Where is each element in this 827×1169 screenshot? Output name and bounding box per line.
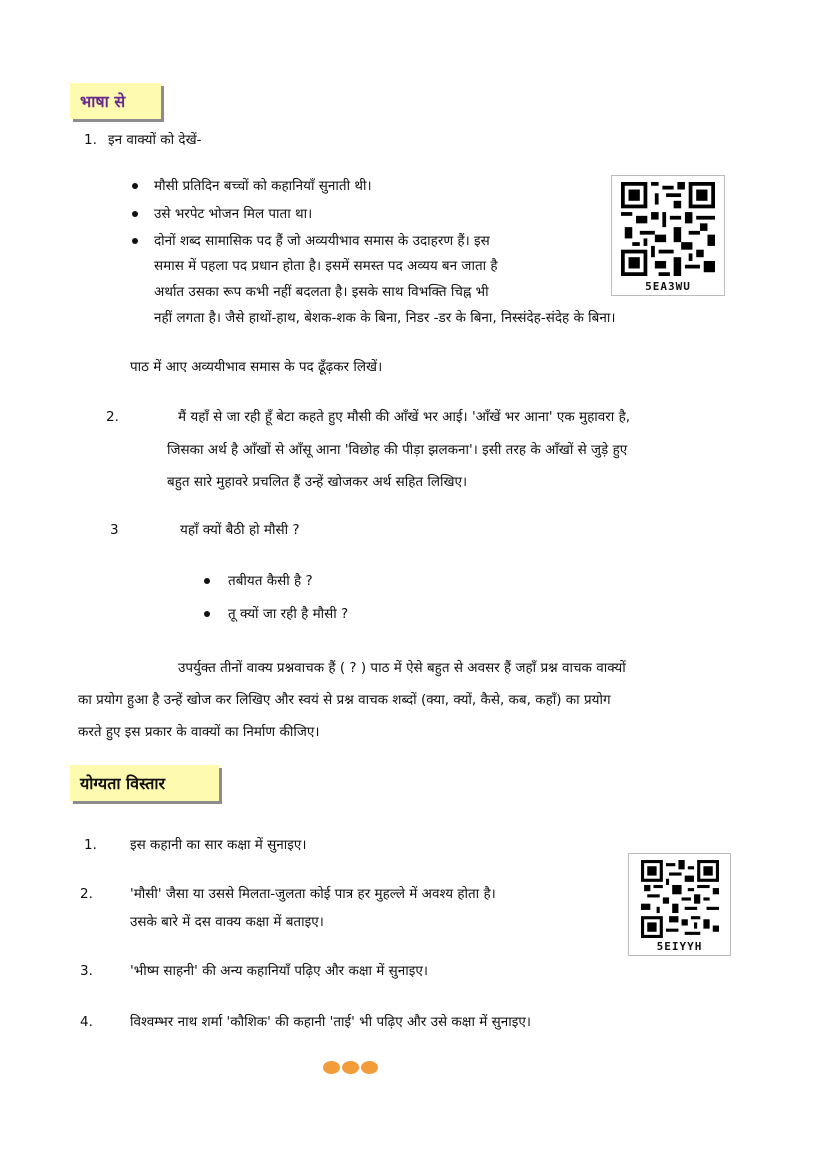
page-marker-dot bbox=[323, 1061, 340, 1074]
section-heading-yogyata bbox=[70, 765, 219, 801]
q2-line-3: बहुत सारे मुहावरे प्रचलित हैं उन्हें खोजकर अर्थ सहित लिखिए। bbox=[167, 474, 468, 490]
q1-bullet-3: दोनों शब्द सामासिक पद हैं जो अव्ययीभाव समास के उदाहरण हैं। इस bbox=[154, 233, 490, 249]
yogyata-item-1-text: इस कहानी का सार कक्षा में सुनाइए। bbox=[130, 837, 307, 853]
bullet-icon bbox=[132, 238, 138, 244]
qr-code-1[interactable] bbox=[611, 175, 725, 296]
q3-para-line-2: का प्रयोग हुआ है उन्हें खोज कर लिखिए और स्वयं से प्रश्न वाचक शब्दों (क्या, क्यों, कैसे, कब, कहाँ) का प्रयोग bbox=[78, 692, 611, 708]
bullet-icon bbox=[132, 183, 138, 189]
yogyata-item-3-text: 'भीष्म साहनी' की अन्य कहानियाँ पढ़िए और कक्षा में सुनाइए। bbox=[130, 963, 428, 979]
q1-number: 1. bbox=[84, 132, 97, 148]
q1-para-line-2: अर्थात उसका रूप कभी नहीं बदलता है। इसके साथ विभक्ति चिह्न भी bbox=[154, 284, 489, 300]
q1-para-line-1: समास में पहला पद प्रधान होता है। इसमें समस्त पद अव्यय बन जाता है bbox=[154, 258, 498, 274]
q1-instruction: पाठ में आए अव्ययीभाव समास के पद ढूँढ़कर लिखें। bbox=[130, 359, 383, 375]
page-marker-dot bbox=[342, 1061, 359, 1074]
qr-code-icon bbox=[618, 182, 718, 276]
q3-para-line-3: करते हुए इस प्रकार के वाक्यों का निर्माण कीजिए। bbox=[78, 724, 320, 740]
qr-code-2-label: 5EIYYH bbox=[656, 940, 703, 953]
q2-number: 2. bbox=[106, 409, 119, 425]
q3-title: यहाँ क्यों बैठी हो मौसी ? bbox=[180, 522, 300, 538]
yogyata-item-4-text: विश्वम्भर नाथ शर्मा 'कौशिक' की कहानी 'ताई' भी पढ़िए और उसे कक्षा में सुनाइए। bbox=[130, 1014, 531, 1030]
yogyata-item-3-number: 3. bbox=[80, 963, 93, 979]
yogyata-item-2-number: 2. bbox=[80, 886, 93, 902]
q2-line-1: मैं यहाँ से जा रही हूँ बेटा कहते हुए मौसी की आँखें भर आई। 'आँखें भर आना' एक मुहावरा है, bbox=[178, 409, 631, 425]
q3-number: 3 bbox=[110, 522, 119, 538]
bullet-icon bbox=[204, 578, 210, 584]
q1-para-line-3: नहीं लगता है। जैसे हाथों-हाथ, बेशक-शक के बिना, निडर -डर के बिना, निस्संदेह-संदेह के बिना। bbox=[154, 310, 616, 326]
q1-bullet-2: उसे भरपेट भोजन मिल पाता था। bbox=[154, 206, 313, 222]
q1-title: इन वाक्यों को देखें- bbox=[108, 132, 202, 148]
yogyata-item-2-text: 'मौसी' जैसा या उससे मिलता-जुलता कोई पात्र हर मुहल्ले में अवश्य होता है। bbox=[130, 886, 496, 902]
qr-code-icon bbox=[635, 860, 725, 938]
section-heading-yogyata-text: योग्यता विस्तार bbox=[80, 774, 166, 793]
yogyata-item-2-continuation: उसके बारे में दस वाक्य कक्षा में बताइए। bbox=[130, 914, 324, 930]
bullet-icon bbox=[132, 211, 138, 217]
yogyata-item-4-number: 4. bbox=[80, 1014, 93, 1030]
page-marker-dot bbox=[361, 1061, 378, 1074]
qr-code-2[interactable] bbox=[628, 853, 731, 956]
section-heading-bhasha-text: भाषा से bbox=[80, 92, 126, 111]
q3-bullet-1: तबीयत कैसी है ? bbox=[228, 573, 313, 589]
q1-bullet-1: मौसी प्रतिदिन बच्चों को कहानियाँ सुनाती थी। bbox=[154, 178, 372, 194]
section-heading-bhasha bbox=[70, 83, 161, 119]
bullet-icon bbox=[204, 611, 210, 617]
q3-para-line-1: उपर्युक्त तीनों वाक्य प्रश्नवाचक हैं ( ? ) पाठ में ऐसे बहुत से अवसर हैं जहाँ प्रश्न वाचक वाक्यों bbox=[178, 660, 626, 676]
q3-bullet-2: तू क्यों जा रही है मौसी ? bbox=[228, 606, 349, 622]
yogyata-item-1-number: 1. bbox=[84, 837, 97, 853]
q2-line-2: जिसका अर्थ है आँखों से आँसू आना 'विछोह की पीड़ा झलकना'। इसी तरह के आँखों से जुड़े हुए bbox=[167, 442, 628, 458]
qr-code-1-label: 5EA3WU bbox=[645, 280, 691, 293]
